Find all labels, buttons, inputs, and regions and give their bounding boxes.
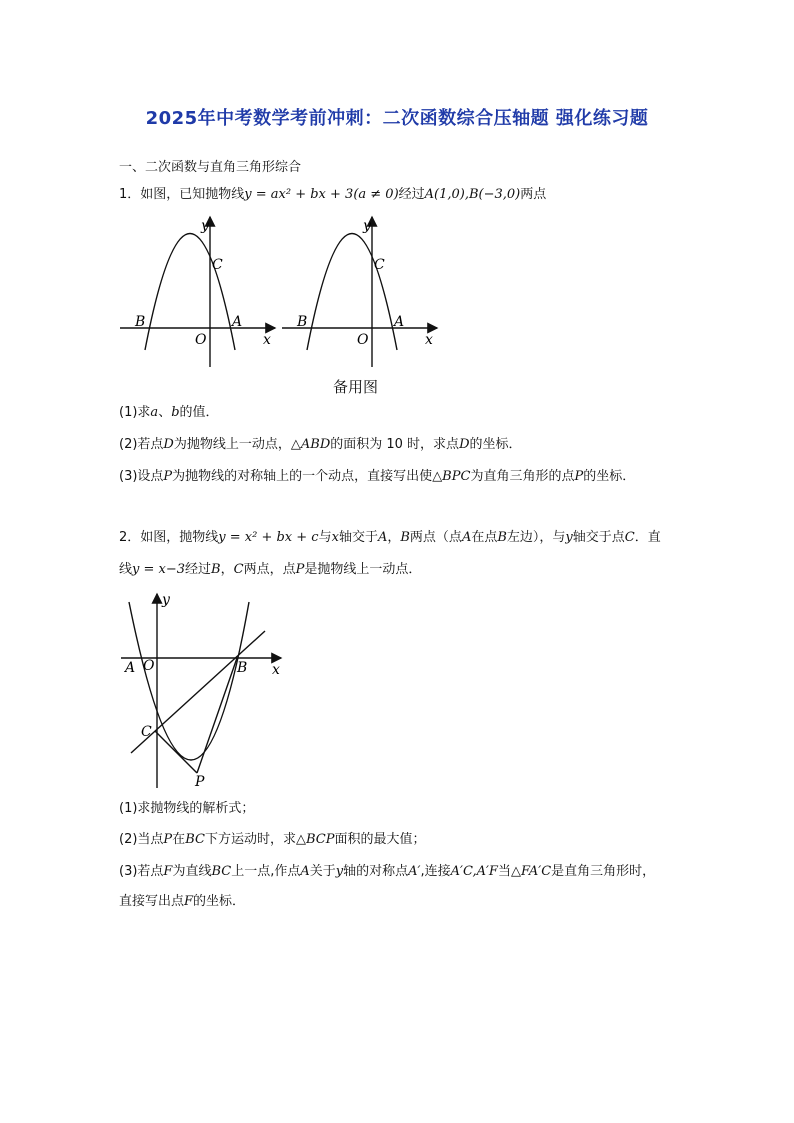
- var-c: C: [624, 530, 635, 545]
- x-axis-label: x: [425, 332, 433, 348]
- origin-label: O: [143, 658, 155, 674]
- problem2-intro-line1: [119, 528, 661, 548]
- y-axis-label: y: [363, 218, 371, 234]
- q-text: 为直线: [172, 864, 212, 879]
- problem1-intro: [119, 185, 546, 205]
- q-text: 在点: [471, 530, 498, 545]
- problem2-intro-line2: [119, 560, 421, 580]
- problem2-figure: [115, 588, 290, 793]
- q-text: 为抛物线上一动点，: [173, 437, 291, 452]
- q-text: 在: [172, 832, 186, 847]
- q-text: 是直角三角形时，: [551, 864, 656, 879]
- segments-ac-af: A′C,A′F: [450, 864, 498, 879]
- problem2-question3: [119, 862, 655, 882]
- triangle-fac: △FA′C: [510, 864, 552, 879]
- q-text: 面积的最大值；: [334, 832, 426, 847]
- q-text: (2)当点: [119, 832, 164, 847]
- triangle-bcp: △BCP: [295, 832, 335, 847]
- q-text: ．直: [634, 530, 661, 545]
- point-b-label: B: [135, 314, 146, 330]
- q-text: 两点（点: [409, 530, 462, 545]
- line-equation: y = x−3: [132, 562, 186, 577]
- problem1-question2: [119, 435, 522, 455]
- triangle-abd: △ABD: [290, 437, 331, 452]
- q-text: 与: [318, 530, 332, 545]
- q-text: 两点，点: [243, 562, 296, 577]
- q-text: 是抛物线上一动点．: [304, 562, 422, 577]
- var-b: B: [211, 562, 221, 577]
- q-text: ，: [387, 530, 401, 545]
- triangle-bpc: △BPC: [432, 469, 471, 484]
- problem1-question3: [119, 467, 635, 487]
- q-text: 的坐标．: [469, 437, 522, 452]
- q-text: 左边），与: [506, 530, 566, 545]
- point-p-label: P: [195, 774, 205, 790]
- var-d: D: [163, 437, 174, 452]
- parabola-curve: [145, 234, 235, 351]
- var-p: P: [295, 562, 305, 577]
- segment-bc: BC: [211, 864, 232, 879]
- page-title: 2025年中考数学考前冲刺：二次函数综合压轴题 强化练习题: [145, 108, 649, 129]
- point-c-label: C: [141, 724, 152, 740]
- problem1-figure: [115, 212, 445, 377]
- var-a: A: [461, 530, 472, 545]
- y-axis-label: y: [201, 218, 209, 234]
- q-text: 上一点,作点: [231, 864, 301, 879]
- problem1-intro-pre: 1．如图，已知抛物线: [119, 187, 245, 202]
- problem1-graph-spare: [282, 217, 437, 367]
- point-a-label: A: [394, 314, 405, 330]
- point-b-label: B: [297, 314, 308, 330]
- point-a-label: A: [125, 660, 136, 676]
- q-text: 的坐标．: [193, 894, 246, 909]
- var-f: F: [184, 894, 194, 909]
- var-f: F: [163, 864, 173, 879]
- var-b: B: [400, 530, 410, 545]
- q-text: ,连接: [420, 864, 451, 879]
- var-b: B: [497, 530, 507, 545]
- q-text: 经过: [185, 562, 212, 577]
- q-text: 直接写出点: [119, 894, 185, 909]
- problem1-question1: [119, 403, 219, 423]
- origin-label: O: [195, 332, 207, 348]
- q-text: 关于: [309, 864, 336, 879]
- segment-cp: [155, 731, 197, 773]
- problem1-intro-post: 两点: [520, 187, 547, 202]
- problem2-question1: (1)求抛物线的解析式；: [119, 801, 255, 816]
- var-a: A: [300, 864, 310, 879]
- var-a: A: [377, 530, 388, 545]
- point-c-label: C: [374, 257, 385, 273]
- q-text: 、: [158, 405, 172, 420]
- point-a-label: A: [232, 314, 243, 330]
- point-b-label: B: [237, 660, 248, 676]
- q-text: 轴的对称点: [343, 864, 409, 879]
- problem2-equation: y = x² + bx + c: [218, 530, 319, 545]
- q-text: 的面积为 10 时，求点: [330, 437, 460, 452]
- problem1-points: A(1,0),B(−3,0): [424, 187, 521, 202]
- point-c-label: C: [212, 257, 223, 273]
- q-text: 轴交于: [338, 530, 378, 545]
- q-text: 的坐标．: [583, 469, 636, 484]
- y-axis-label: y: [162, 592, 170, 608]
- var-a: a: [150, 405, 159, 420]
- q-text: (3)设点: [119, 469, 164, 484]
- origin-label: O: [357, 332, 369, 348]
- var-y: y: [565, 530, 573, 545]
- problem2-question3-cont: [119, 892, 245, 912]
- section-heading: 一、二次函数与直角三角形综合: [119, 160, 302, 175]
- q-text: (2)若点: [119, 437, 164, 452]
- var-d: D: [459, 437, 470, 452]
- segment-bc: BC: [185, 832, 205, 847]
- x-axis-label: x: [272, 662, 280, 678]
- parabola-curve: [307, 234, 397, 351]
- problem1-intro-mid: 经过: [398, 187, 425, 202]
- q-text: 的值．: [179, 405, 219, 420]
- var-p: P: [163, 832, 173, 847]
- q-text: (1)求: [119, 405, 151, 420]
- var-a-prime: A′: [408, 864, 421, 879]
- var-b: b: [171, 405, 180, 420]
- var-p: P: [574, 469, 584, 484]
- problem1-equation: y = ax² + bx + 3(a ≠ 0): [244, 187, 399, 202]
- problem2-question2: [119, 830, 425, 850]
- q-text: ，: [220, 562, 234, 577]
- q-text: 当: [497, 864, 511, 879]
- x-axis-label: x: [263, 332, 271, 348]
- problem1-graph-main: [120, 217, 275, 367]
- var-c: C: [233, 562, 244, 577]
- q-text: (3)若点: [119, 864, 164, 879]
- q-text: 轴交于点: [572, 530, 625, 545]
- var-p: P: [163, 469, 173, 484]
- q-text: 为直角三角形的点: [470, 469, 575, 484]
- var-x: x: [331, 530, 339, 545]
- q-text: 2．如图，抛物线: [119, 530, 219, 545]
- q-text: 线: [119, 562, 133, 577]
- q-text: 下方运动时，求: [204, 832, 296, 847]
- q-text: 为抛物线的对称轴上的一个动点，直接写出使: [172, 469, 433, 484]
- var-y: y: [335, 864, 344, 879]
- figure-caption: 备用图: [333, 378, 379, 396]
